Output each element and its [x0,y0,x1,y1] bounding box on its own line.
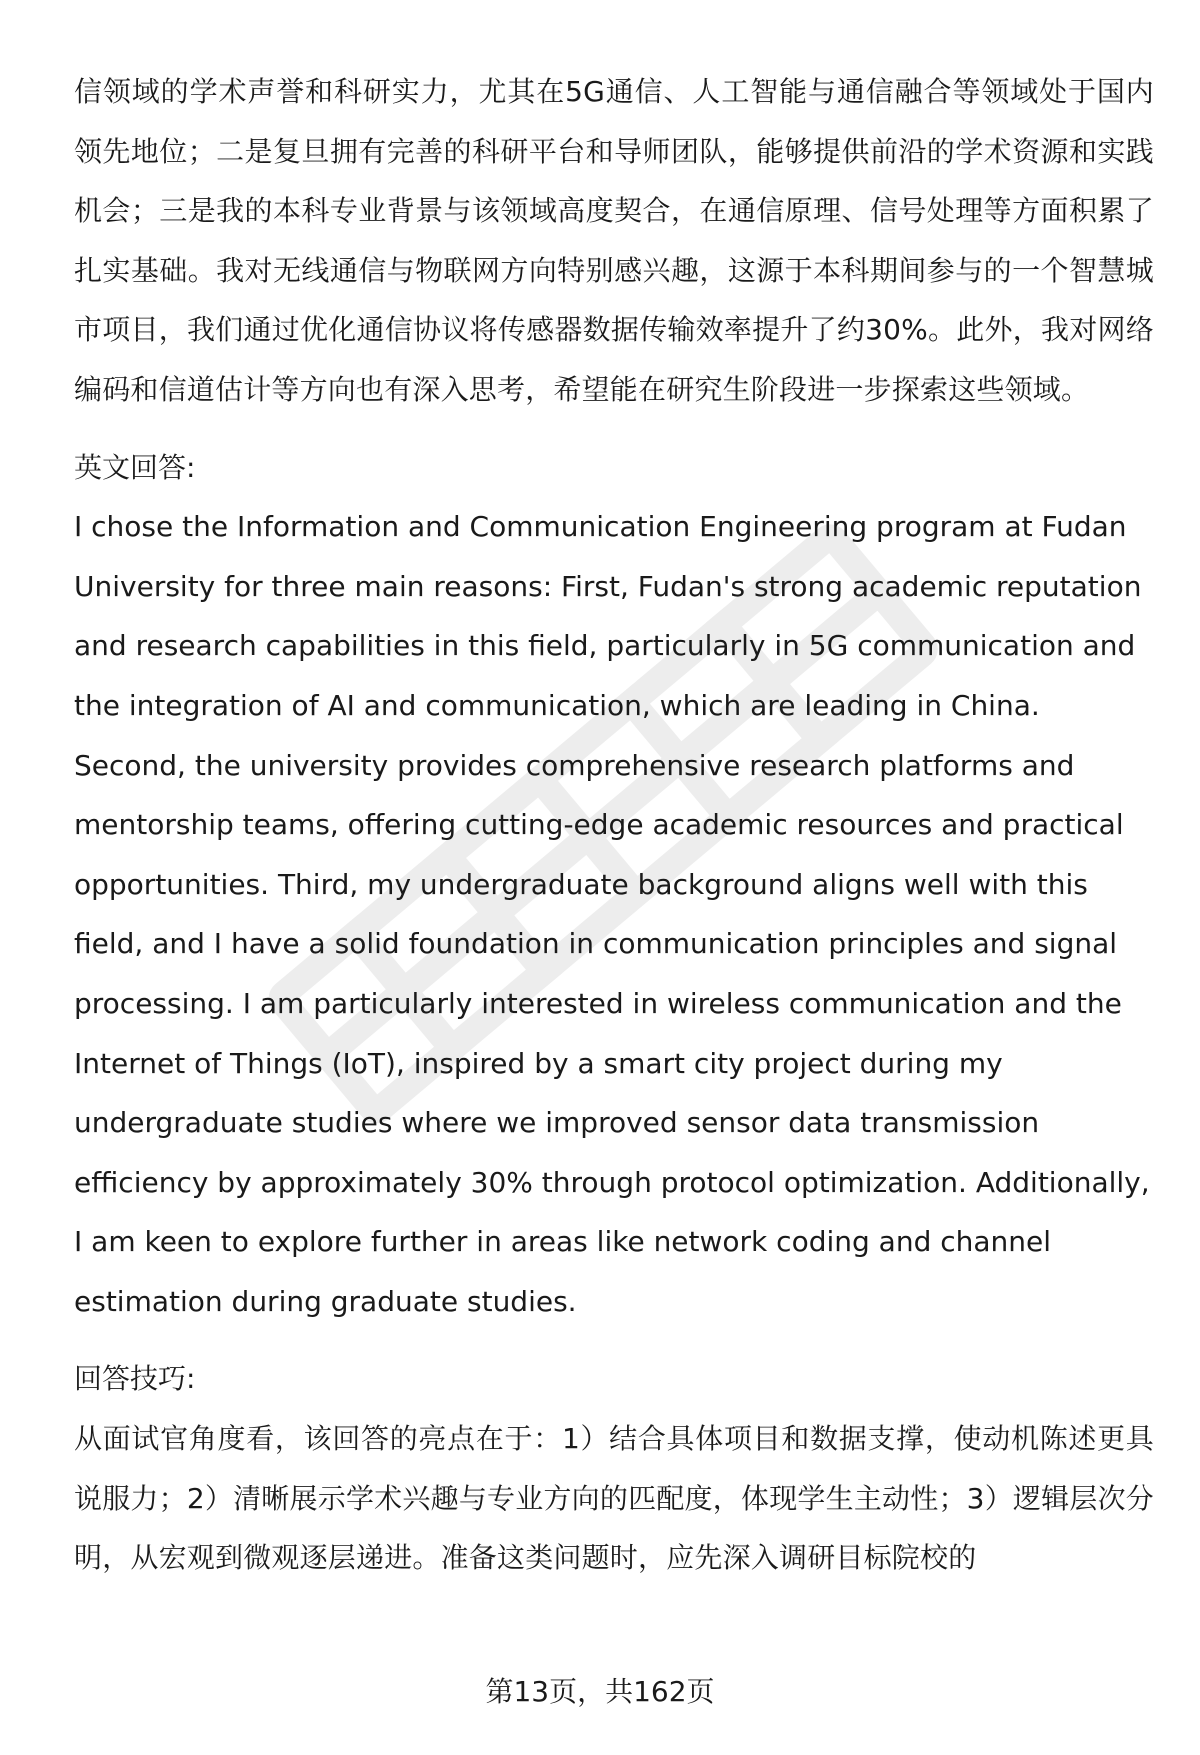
tips-paragraph: 从面试官角度看，该回答的亮点在于：1）结合具体项目和数据支撑，使动机陈述更具说服力；2）清晰展示学术兴趣与专业方向的匹配度，体现学生主动性；3）逻辑层次分明，从宏观到微观逐层递进。准备这类问题时，应先深入调研目标院校的 [74,1422,1154,1575]
document-content [74,62,1154,1588]
english-answer-paragraph: I chose the Information and Communication Engineering program at Fudan University for three main reasons: First, Fudan's strong academic reputation and research capabilities in this field, particularly in 5G communication and the integration of AI and communication, which are leading in China. Second, the university provides comprehensive research platforms and mentorship teams, offering cutting-edge academic resources and practical opportunities. Third, my undergraduate background aligns well with this field, and I have a solid foundation in communication principles and signal processing. I am particularly interested in wireless communication and the Internet of Things (IoT), inspired by a smart city project during my undergraduate studies where we improved sensor data transmission efficiency by approximately 30% through protocol optimization. Additionally, I am keen to explore further in areas like network coding and channel estimation during graduate studies. [74,510,1150,1318]
chinese-answer-paragraph: 信领域的学术声誉和科研实力，尤其在5G通信、人工智能与通信融合等领域处于国内领先地位；二是复旦拥有完善的科研平台和导师团队，能够提供前沿的学术资源和实践机会；三是我的本科专业背景与该领域高度契合，在通信原理、信号处理等方面积累了扎实基础。我对无线通信与物联网方向特别感兴趣，这源于本科期间参与的一个智慧城市项目，我们通过优化通信协议将传感器数据传输效率提升了约30%。此外，我对网络编码和信道估计等方向也有深入思考，希望能在研究生阶段进一步探索这些领域。 [74,75,1154,406]
tips-label: 回答技巧: [74,1362,196,1396]
english-answer-label: 英文回答: [74,450,196,484]
page-indicator: 第13页，共162页 [485,1675,715,1708]
